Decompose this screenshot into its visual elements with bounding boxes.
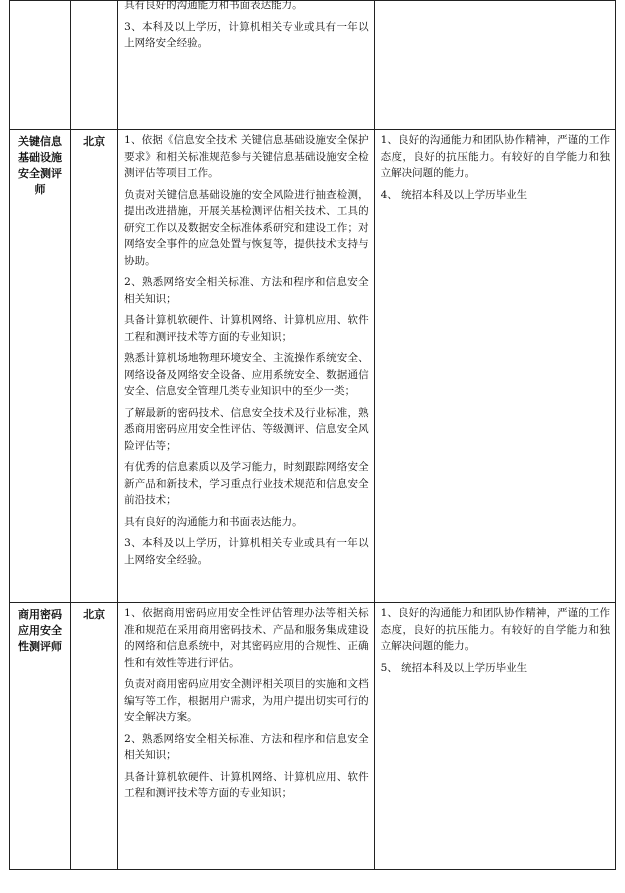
duty-paragraph: 具备计算机软硬件、计算机网络、计算机应用、软件工程和测评技术等方面的专业知识； [124, 770, 369, 799]
duty-paragraph: 3、本科及以上学历，计算机相关专业或具有一年以上网络安全经验。 [124, 537, 369, 566]
duty-paragraph: 3、本科及以上学历，计算机相关专业或具有一年以上网络安全经验。 [124, 20, 369, 49]
duty-paragraph: 有优秀的信息素质以及学习能力，时刻跟踪网络安全新产品和新技术，学习重点行业技术规范和信息安全前沿技术； [124, 461, 369, 506]
duty-paragraph: 熟悉计算机场地物理环境安全、主流操作系统安全、网络设备及网络安全设备、应用系统安全、数据通信安全、信息安全管理几类专业知识中的至少一类； [124, 352, 369, 397]
requirement-paragraph: 5、 统招本科及以上学历毕业生 [380, 661, 528, 674]
requirement-paragraph: 1、良好的沟通能力和团队协作精神，严谨的工作态度，良好的抗压能力。有较好的自学能力和独立解决问题的能力。 [380, 134, 610, 179]
job-table [9, 0, 616, 870]
duties-cell [118, 130, 374, 603]
city-label: 北京 [83, 135, 106, 148]
city-cell [71, 1, 118, 130]
requirement-paragraph: 4、 统招本科及以上学历毕业生 [380, 188, 528, 201]
city-cell [71, 603, 118, 870]
duty-paragraph: 具有良好的沟通能力和书面表达能力。 [124, 0, 303, 11]
table-row [10, 603, 616, 870]
duty-paragraph: 具有良好的沟通能力和书面表达能力。 [124, 515, 303, 528]
duty-paragraph: 1、依据商用密码应用安全性评估管理办法等相关标准和规范在采用商用密码技术、产品和服务集成建设的网络和信息系统中，对其密码应用的合规性、正确性和有效性等进行评估。 [124, 607, 369, 669]
duty-paragraph: 2、熟悉网络安全相关标准、方法和程序和信息安全相关知识； [124, 276, 369, 305]
duty-paragraph: 了解最新的密码技术、信息安全技术及行业标准，熟悉商用密码应用安全性评估、等级测评、信息安全风险评估等； [124, 406, 369, 452]
requirements-cell [374, 603, 615, 870]
duty-paragraph: 1、依据《信息安全技术 关键信息基础设施安全保护要求》和相关标准规范参与关键信息基础设施安全检测评估等项目工作。 [124, 134, 369, 179]
duty-paragraph: 2、熟悉网络安全相关标准、方法和程序和信息安全相关知识； [124, 732, 369, 761]
requirement-paragraph: 1、良好的沟通能力和团队协作精神，严谨的工作态度，良好的抗压能力。有较好的自学能力和独立解决问题的能力。 [380, 607, 610, 652]
table-row [10, 130, 616, 603]
city-cell [71, 130, 118, 603]
role-cell [10, 1, 71, 130]
duty-paragraph: 负责对商用密码应用安全测评相关项目的实施和文档编写等工作，根据用户需求，为用户提出切实可行的安全解决方案。 [124, 678, 369, 723]
city-label: 北京 [83, 608, 106, 621]
duty-paragraph: 具备计算机软硬件、计算机网络、计算机应用、软件工程和测评技术等方面的专业知识； [124, 314, 369, 343]
table-row [10, 1, 616, 130]
duty-paragraph: 负责对关键信息基础设施的安全风险进行抽查检测，提出改进措施，开展关基检测评估相关技术、工具的研究工作以及数据安全标准体系研究和建设工作；对网络安全事件的应急处置与恢复等，提供技术支持与协助。 [124, 188, 369, 267]
role-title: 关键信息基础设施安全测评师 [18, 135, 63, 196]
requirements-cell [374, 1, 615, 130]
role-cell [10, 130, 71, 603]
duties-cell [118, 1, 374, 130]
role-title: 商用密码应用安全性测评师 [18, 608, 63, 653]
role-cell [10, 603, 71, 870]
duties-cell [118, 603, 374, 870]
requirements-cell [374, 130, 615, 603]
